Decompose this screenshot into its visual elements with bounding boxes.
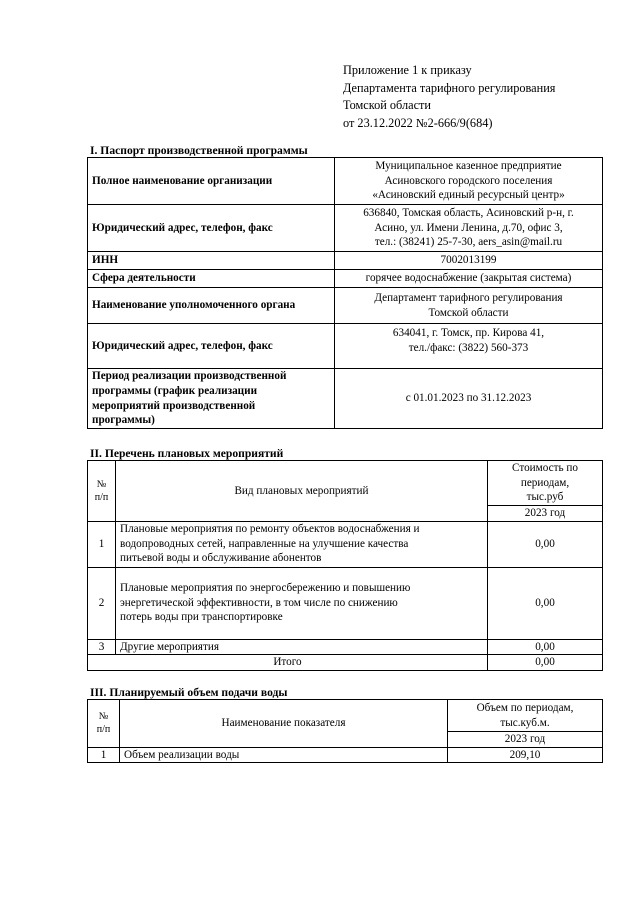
appendix-block (343, 62, 555, 132)
row-value: 0,00 (488, 521, 603, 567)
header-num-line: № (98, 711, 109, 723)
passport-value: горячее водоснабжение (закрытая система) (335, 270, 603, 288)
name-line: Плановые мероприятия по энергосбережению и повышению (120, 582, 411, 595)
value-line: Муниципальное казенное предприятие (375, 160, 562, 173)
row-num: 2 (88, 567, 116, 639)
value-line: тел.: (38241) 25-7-30, aers_asin@mail.ru (374, 236, 563, 249)
value-line: 636840, Томская область, Асиновский р-н, г. (363, 207, 574, 220)
header-volume (448, 700, 603, 732)
header-name: Вид плановых мероприятий (116, 461, 488, 522)
table-total-row (88, 655, 603, 671)
row-value: 209,10 (448, 747, 603, 763)
label-line: программы (график реализации (92, 384, 258, 397)
section3-title: III. Планируемый объем подачи воды (90, 686, 288, 699)
row-name: Другие мероприятия (116, 639, 488, 655)
row-value: 0,00 (488, 567, 603, 639)
water-volume-table (87, 699, 603, 763)
label-line: программы) (92, 414, 155, 427)
header-num-line: п/п (94, 491, 109, 503)
total-label: Итого (88, 655, 488, 671)
appendix-line-3: Томской области (343, 98, 431, 112)
table-row (88, 369, 603, 429)
header-cost-line: периодам, (520, 476, 570, 489)
row-name (116, 521, 488, 567)
appendix-line-1: Приложение 1 к приказу (343, 63, 472, 77)
header-year: 2023 год (448, 732, 603, 748)
value-line: Департамент тарифного регулирования (374, 291, 563, 304)
passport-value: с 01.01.2023 по 31.12.2023 (335, 369, 603, 429)
passport-table (87, 157, 603, 429)
header-volume-line: тыс.куб.м. (500, 716, 550, 729)
value-line: Томской области (428, 306, 509, 319)
header-cost (488, 461, 603, 506)
measures-table (87, 460, 603, 671)
table-row (88, 270, 603, 288)
value-line: Асиновского городского поселения (384, 174, 553, 187)
row-num: 1 (88, 747, 120, 763)
header-cost-line: тыс.руб (526, 491, 564, 504)
table-header-row (88, 700, 603, 732)
table-row (88, 205, 603, 252)
section2-title: II. Перечень плановых мероприятий (90, 447, 284, 460)
row-num: 3 (88, 639, 116, 655)
passport-value (335, 158, 603, 205)
passport-label: Юридический адрес, телефон, факс (88, 324, 335, 369)
table-row (88, 158, 603, 205)
row-name (116, 567, 488, 639)
row-value: 0,00 (488, 639, 603, 655)
passport-label: Наименование уполномоченного органа (88, 288, 335, 324)
passport-label (88, 369, 335, 429)
header-volume-line: Объем по периодам, (476, 701, 574, 714)
passport-label: Полное наименование организации (88, 158, 335, 205)
header-num (88, 461, 116, 522)
table-row (88, 747, 603, 763)
passport-label: Юридический адрес, телефон, факс (88, 205, 335, 252)
header-num-line: п/п (96, 724, 111, 736)
name-line: водопроводных сетей, направленные на улучшение качества (120, 537, 409, 550)
table-row (88, 639, 603, 655)
row-name: Объем реализации воды (120, 747, 448, 763)
table-header-row (88, 461, 603, 506)
label-line: Период реализации производственной (92, 370, 287, 383)
name-line: потерь воды при транспортировке (120, 611, 283, 624)
table-row (88, 324, 603, 369)
table-row (88, 288, 603, 324)
passport-value (335, 205, 603, 252)
name-line: Плановые мероприятия по ремонту объектов водоснабжения и (120, 523, 420, 536)
header-num (88, 700, 120, 748)
appendix-line-2: Департамента тарифного регулирования (343, 80, 556, 95)
table-row (88, 252, 603, 270)
passport-label: ИНН (88, 252, 335, 270)
value-line: тел./факс: (3822) 560-373 (408, 341, 529, 354)
table-row (88, 567, 603, 639)
header-name: Наименование показателя (120, 700, 448, 748)
section1-title: I. Паспорт производственной программы (90, 144, 308, 157)
value-line: Асино, ул. Имени Ленина, д.70, офис 3, (374, 221, 563, 234)
passport-value: 7002013199 (335, 252, 603, 270)
header-cost-line: Стоимость по (512, 462, 578, 474)
header-year: 2023 год (488, 505, 603, 521)
name-line: энергетической эффективности, в том числе по снижению (120, 596, 398, 609)
table-row (88, 521, 603, 567)
passport-value (335, 288, 603, 324)
label-line: мероприятий производственной (92, 399, 256, 412)
name-line: питьевой воды и обслуживание абонентов (120, 552, 322, 565)
header-num-line: № (96, 478, 107, 490)
value-line: «Асиновский единый ресурсный центр» (372, 189, 565, 202)
value-line: 634041, г. Томск, пр. Кирова 41, (392, 327, 545, 339)
appendix-line-4: от 23.12.2022 №2-666/9(684) (343, 115, 493, 130)
total-value: 0,00 (488, 655, 603, 671)
passport-label: Сфера деятельности (88, 270, 335, 288)
row-num: 1 (88, 521, 116, 567)
passport-value (335, 324, 603, 369)
